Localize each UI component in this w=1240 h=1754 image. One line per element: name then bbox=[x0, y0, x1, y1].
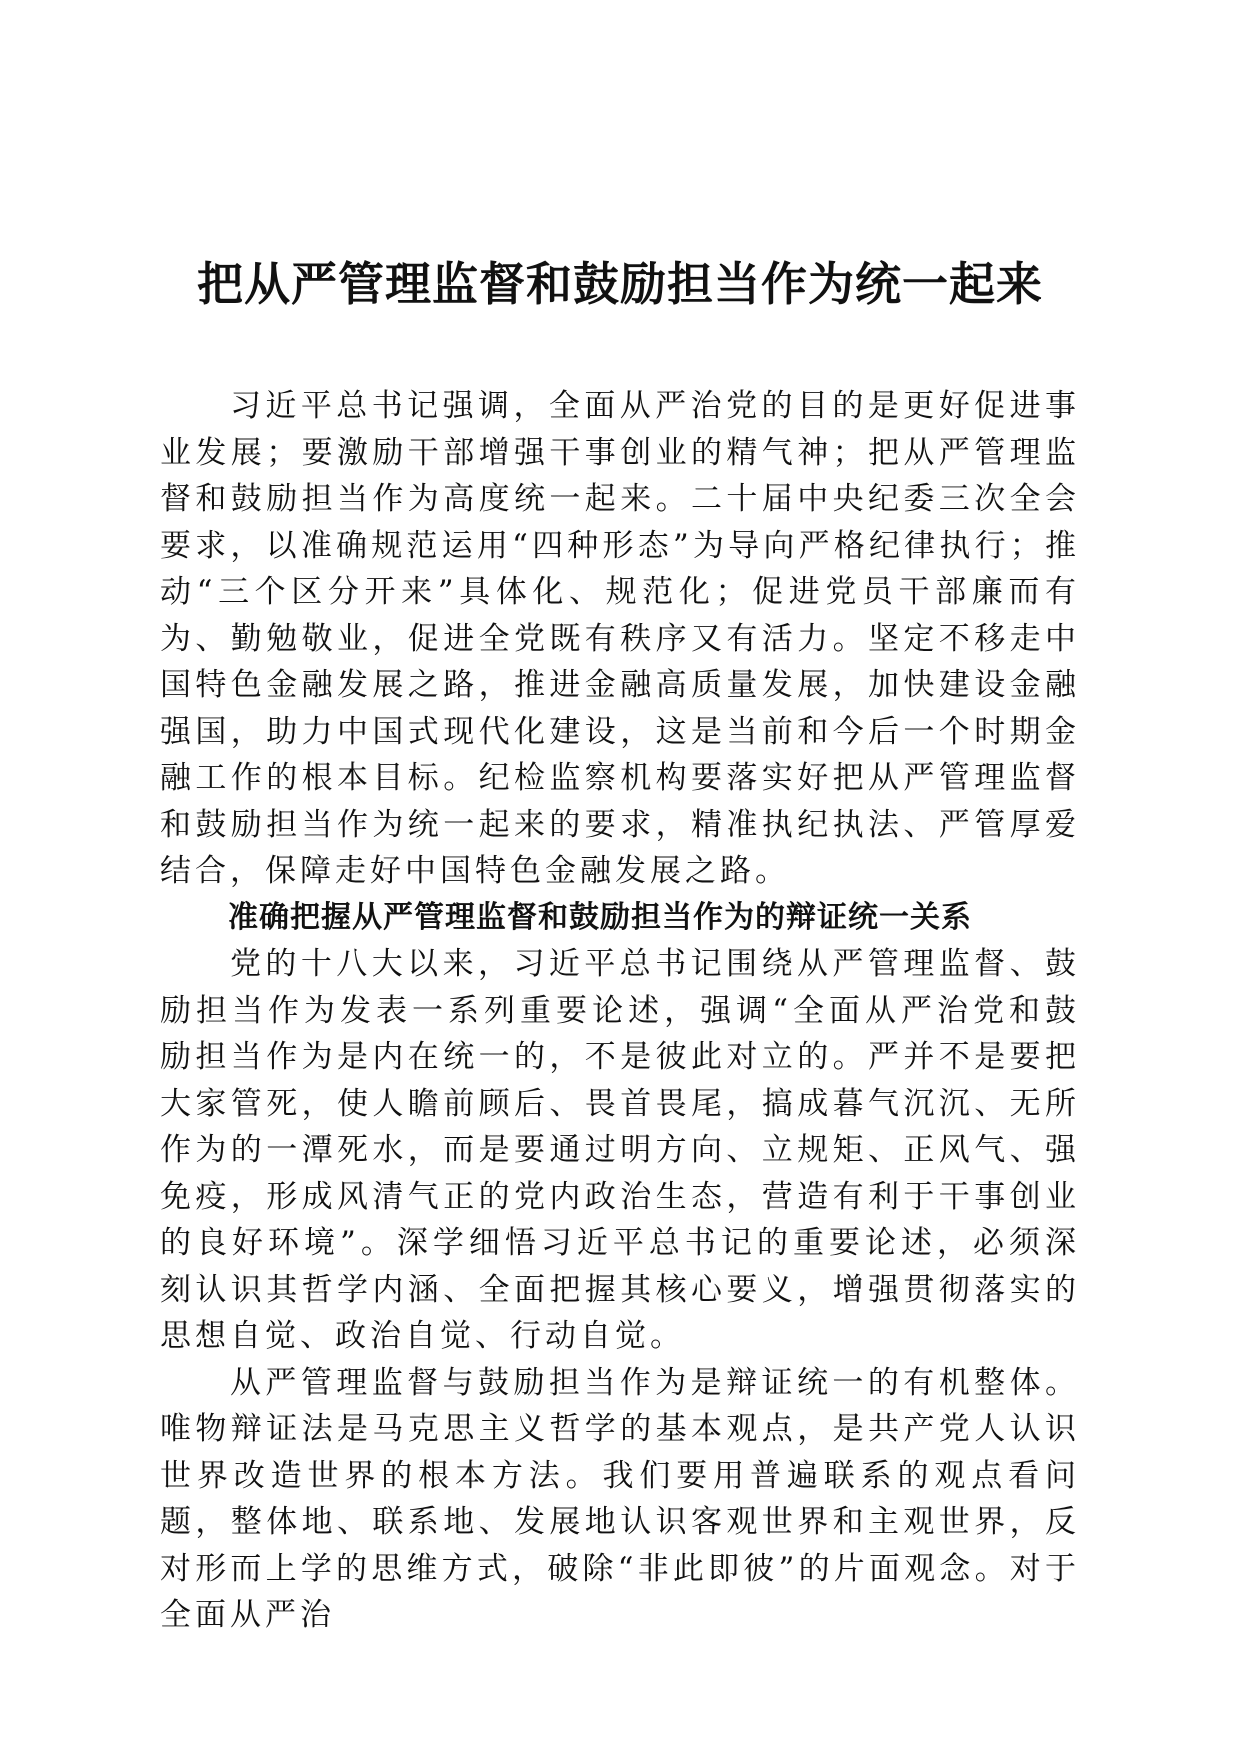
section-heading: 准确把握从严管理监督和鼓励担当作为的辩证统一关系 bbox=[228, 899, 972, 935]
paragraph-intro: 习近平总书记强调，全面从严治党的目的是更好促进事业发展；要激励干部增强干事创业的精气神；把从严管理监督和鼓励担当作为高度统一起来。二十届中央纪委三次全会要求，以准确规范运用“四种形态”为导向严格纪律执行；推动“三个区分开来”具体化、规范化；促进党员干部廉而有为、勤勉敬业，促进全党既有秩序又有活力。坚定不移走中国特色金融发展之路，推进金融高质量发展，加快建设金融强国，助力中国式现代化建设，这是当前和今后一个时期金融工作的根本目标。纪检监察机构要落实好把从严管理监督和鼓励担当作为统一起来的要求，精准执纪执法、严管厚爱结合，保障走好中国特色金融发展之路。 bbox=[160, 388, 1080, 889]
document-body bbox=[160, 383, 1080, 1639]
paragraph-section-2: 从严管理监督与鼓励担当作为是辩证统一的有机整体。唯物辩证法是马克思主义哲学的基本观点，是共产党人认识世界改造世界的根本方法。我们要用普遍联系的观点看问题，整体地、联系地、发展地认识客观世界和主观世界，反对形而上学的思维方式，破除“非此即彼”的片面观念。对于全面从严治 bbox=[160, 1364, 1080, 1633]
paragraph-section-1: 党的十八大以来，习近平总书记围绕从严管理监督、鼓励担当作为发表一系列重要论述，强调“全面从严治党和鼓励担当作为是内在统一的，不是彼此对立的。严并不是要把大家管死，使人瞻前顾后、畏首畏尾，搞成暮气沉沉、无所作为的一潭死水，而是要通过明方向、立规矩、正风气、强免疫，形成风清气正的党内政治生态，营造有利于干事创业的良好环境”。深学细悟习近平总书记的重要论述，必须深刻认识其哲学内涵、全面把握其核心要义，增强贯彻落实的思想自觉、政治自觉、行动自觉。 bbox=[160, 946, 1080, 1354]
document-title: 把从严管理监督和鼓励担当作为统一起来 bbox=[197, 257, 1043, 311]
